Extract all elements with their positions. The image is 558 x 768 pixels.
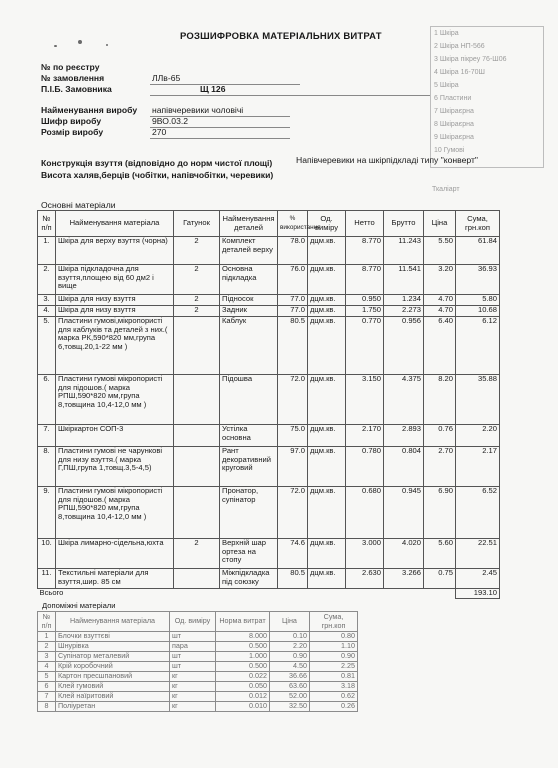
add-row-sum: 2.25 <box>310 662 358 672</box>
product-code-value: 9ВО.03.2 <box>152 116 189 126</box>
row-grade <box>174 569 220 589</box>
row-material: Шкіра лимарно-сідельна,юхта <box>56 539 174 569</box>
row-unit: дцм.кв. <box>308 539 346 569</box>
row-detail: Підошва <box>220 375 278 425</box>
row-grade: 2 <box>174 237 220 265</box>
row-sum: 10.68 <box>456 306 500 317</box>
ghost-row: 9 Шкіраєрна <box>434 134 474 141</box>
table-row <box>38 425 500 447</box>
add-col-name: Найменування матеріала <box>56 612 170 632</box>
size-underline <box>150 128 290 139</box>
add-row-sum: 0.80 <box>310 632 358 642</box>
add-row-unit: кг <box>170 672 216 682</box>
ghost-row: 6 Пластини <box>434 95 472 102</box>
row-number: 6. <box>38 375 56 425</box>
row-price: 4.70 <box>424 306 456 317</box>
add-row-norm: 0.022 <box>216 672 270 682</box>
row-sum: 6.12 <box>456 317 500 375</box>
ghost-row: 1 Шкіра <box>434 30 459 37</box>
row-grade: 2 <box>174 306 220 317</box>
row-net: 0.680 <box>346 487 384 539</box>
ghost-row: 3 Шкіра пікреу 76-Ш06 <box>434 56 507 63</box>
total-row <box>38 589 500 599</box>
add-row-number: 2 <box>38 642 56 652</box>
add-row-number: 3 <box>38 652 56 662</box>
row-unit: дцм.кв. <box>308 317 346 375</box>
row-grade: 2 <box>174 295 220 306</box>
product-name-label: Найменування виробу <box>41 105 138 115</box>
row-net: 0.770 <box>346 317 384 375</box>
ghost-row: 2 Шкіра НП-566 <box>434 43 485 50</box>
col-detail-name: Найменування деталей <box>220 211 278 237</box>
add-row-norm: 0.500 <box>216 662 270 672</box>
add-row-name: Шнурівка <box>56 642 170 652</box>
ghost-row: 10 Гумові <box>434 147 465 154</box>
table-row <box>38 487 500 539</box>
list-item <box>38 652 358 662</box>
list-item <box>38 692 358 702</box>
row-net: 3.000 <box>346 539 384 569</box>
add-row-name: Блочки взуттєві <box>56 632 170 642</box>
row-pct: 97.0 <box>278 447 308 487</box>
add-row-norm: 0.050 <box>216 682 270 692</box>
row-sum: 2.20 <box>456 425 500 447</box>
table-row <box>38 306 500 317</box>
row-pct: 72.0 <box>278 487 308 539</box>
row-detail: Рант декоративний круговий <box>220 447 278 487</box>
row-grade <box>174 487 220 539</box>
row-sum: 36.93 <box>456 265 500 295</box>
add-row-norm: 0.012 <box>216 692 270 702</box>
add-col-norm: Норма витрат <box>216 612 270 632</box>
ghost-footer: Ткаліарт <box>432 186 460 193</box>
list-item <box>38 632 358 642</box>
col-price: Ціна <box>424 211 456 237</box>
add-row-price: 52.00 <box>270 692 310 702</box>
row-gross: 2.893 <box>384 425 424 447</box>
row-pct: 76.0 <box>278 265 308 295</box>
row-grade <box>174 317 220 375</box>
col-sum: Сума, грн.коп <box>456 211 500 237</box>
ghost-row: 5 Шкіра <box>434 82 459 89</box>
add-row-unit: кг <box>170 692 216 702</box>
row-gross: 1.234 <box>384 295 424 306</box>
row-gross: 0.956 <box>384 317 424 375</box>
add-col-number: № п/п <box>38 612 56 632</box>
add-row-name: Супінатор металевий <box>56 652 170 662</box>
add-row-unit: кг <box>170 702 216 712</box>
add-row-sum: 0.81 <box>310 672 358 682</box>
row-gross: 3.266 <box>384 569 424 589</box>
row-pct: 77.0 <box>278 306 308 317</box>
row-price: 6.40 <box>424 317 456 375</box>
main-materials-label: Основні матеріали <box>41 200 116 210</box>
total-label: Всього <box>38 589 456 599</box>
row-net: 2.630 <box>346 569 384 589</box>
size-label: Розмір виробу <box>41 127 104 137</box>
scan-speck <box>54 45 57 47</box>
main-materials-table <box>37 210 500 599</box>
row-gross: 0.804 <box>384 447 424 487</box>
list-item <box>38 672 358 682</box>
product-name-value: напівчеревики чоловічі <box>152 105 244 115</box>
add-row-name: Клей гумовий <box>56 682 170 692</box>
row-gross: 4.375 <box>384 375 424 425</box>
add-row-norm: 0.010 <box>216 702 270 712</box>
row-number: 9. <box>38 487 56 539</box>
add-row-number: 8 <box>38 702 56 712</box>
add-row-price: 32.50 <box>270 702 310 712</box>
row-grade <box>174 375 220 425</box>
customer-value: Щ 126 <box>200 84 226 94</box>
row-number: 1. <box>38 237 56 265</box>
row-sum: 22.51 <box>456 539 500 569</box>
row-material: Пластини гумові,мікропористі для каблуків та деталей з них.( марка РК,590*820 мм,група 6,товщ.20,1-22 мм ) <box>56 317 174 375</box>
row-gross: 0.945 <box>384 487 424 539</box>
row-sum: 61.84 <box>456 237 500 265</box>
row-grade: 2 <box>174 539 220 569</box>
customer-underline <box>150 85 430 96</box>
col-usage-pct: % використання <box>278 211 308 237</box>
row-sum: 2.45 <box>456 569 500 589</box>
row-pct: 74.6 <box>278 539 308 569</box>
row-net: 2.170 <box>346 425 384 447</box>
row-price: 5.50 <box>424 237 456 265</box>
row-number: 5. <box>38 317 56 375</box>
add-row-norm: 8.000 <box>216 632 270 642</box>
row-grade <box>174 425 220 447</box>
add-row-sum: 3.18 <box>310 682 358 692</box>
scan-speck <box>78 40 82 44</box>
row-detail: Верхній шар ортеза на стопу <box>220 539 278 569</box>
additional-materials-label: Допоміжні матеріали <box>42 601 116 610</box>
registry-label: № по реєстру <box>41 62 100 72</box>
row-pct: 72.0 <box>278 375 308 425</box>
row-unit: дцм.кв. <box>308 295 346 306</box>
add-row-unit: шт <box>170 652 216 662</box>
row-gross: 2.273 <box>384 306 424 317</box>
document-title: РОЗШИФРОВКА МАТЕРІАЛЬНИХ ВИТРАТ <box>180 31 382 42</box>
table-row <box>38 295 500 306</box>
add-col-price: Ціна <box>270 612 310 632</box>
add-row-price: 0.90 <box>270 652 310 662</box>
list-item <box>38 642 358 652</box>
total-value: 193.10 <box>456 589 500 599</box>
row-number: 2. <box>38 265 56 295</box>
add-col-unit: Од. виміру <box>170 612 216 632</box>
row-sum: 2.17 <box>456 447 500 487</box>
row-number: 3. <box>38 295 56 306</box>
col-material-name: Найменування матеріала <box>56 211 174 237</box>
row-number: 4. <box>38 306 56 317</box>
row-material: Пластини гумові мікропористі для підошов.( марка РПШ,590*820 мм,група 8,товщина 10,4-12,0 мм ) <box>56 375 174 425</box>
row-detail: Міжпідкладка під союзку <box>220 569 278 589</box>
add-row-sum: 0.90 <box>310 652 358 662</box>
row-price: 8.20 <box>424 375 456 425</box>
row-net: 0.950 <box>346 295 384 306</box>
row-sum: 5.80 <box>456 295 500 306</box>
add-row-norm: 1.000 <box>216 652 270 662</box>
ghost-row: 7 Шкіраєрна <box>434 108 474 115</box>
row-detail: Основна підкладка <box>220 265 278 295</box>
row-grade: 2 <box>174 265 220 295</box>
row-sum: 6.52 <box>456 487 500 539</box>
row-pct: 75.0 <box>278 425 308 447</box>
list-item <box>38 702 358 712</box>
row-price: 5.60 <box>424 539 456 569</box>
row-unit: дцм.кв. <box>308 425 346 447</box>
row-number: 7. <box>38 425 56 447</box>
add-row-unit: шт <box>170 662 216 672</box>
table-row <box>38 447 500 487</box>
add-row-name: Крій коробочний <box>56 662 170 672</box>
row-unit: дцм.кв. <box>308 237 346 265</box>
col-net: Нетто <box>346 211 384 237</box>
add-row-number: 6 <box>38 682 56 692</box>
row-unit: дцм.кв. <box>308 375 346 425</box>
row-pct: 80.5 <box>278 569 308 589</box>
list-item <box>38 682 358 692</box>
row-detail: Каблук <box>220 317 278 375</box>
row-gross: 11.243 <box>384 237 424 265</box>
add-row-price: 0.10 <box>270 632 310 642</box>
row-pct: 78.0 <box>278 237 308 265</box>
row-material: Шкіркартон СОП-3 <box>56 425 174 447</box>
row-detail: Пронатор, супінатор <box>220 487 278 539</box>
table-row <box>38 539 500 569</box>
ghost-row: 8 Шкіраєрна <box>434 121 474 128</box>
row-unit: дцм.кв. <box>308 306 346 317</box>
row-detail: Задник <box>220 306 278 317</box>
add-row-name: Картон пресшпановий <box>56 672 170 682</box>
add-row-sum: 1.10 <box>310 642 358 652</box>
row-unit: дцм.кв. <box>308 569 346 589</box>
scan-speck <box>106 44 108 46</box>
row-price: 0.76 <box>424 425 456 447</box>
row-gross: 11.541 <box>384 265 424 295</box>
row-price: 3.20 <box>424 265 456 295</box>
row-material: Шкіра для низу взуття <box>56 295 174 306</box>
row-price: 2.70 <box>424 447 456 487</box>
row-price: 4.70 <box>424 295 456 306</box>
add-row-sum: 0.26 <box>310 702 358 712</box>
add-row-name: Клей наїритовий <box>56 692 170 702</box>
table-row <box>38 375 500 425</box>
table-row <box>38 265 500 295</box>
row-price: 0.75 <box>424 569 456 589</box>
table-row <box>38 237 500 265</box>
row-material: Пластини гумові мікропористі для підошов.( марка РПШ,590*820 мм,група 8,товщина 10,4-12,0 мм ) <box>56 487 174 539</box>
add-row-norm: 0.500 <box>216 642 270 652</box>
add-row-number: 5 <box>38 672 56 682</box>
col-gross: Брутто <box>384 211 424 237</box>
row-material: Шкіра для низу взуття <box>56 306 174 317</box>
row-net: 1.750 <box>346 306 384 317</box>
add-row-number: 7 <box>38 692 56 702</box>
row-detail: Комплект деталей верху <box>220 237 278 265</box>
row-price: 6.90 <box>424 487 456 539</box>
row-material: Шкіра підкладочна для взуття,площею від 60 дм2 і вище <box>56 265 174 295</box>
row-unit: дцм.кв. <box>308 447 346 487</box>
row-detail: Устілка основна <box>220 425 278 447</box>
row-number: 8. <box>38 447 56 487</box>
row-unit: дцм.кв. <box>308 265 346 295</box>
list-item <box>38 662 358 672</box>
ghost-row: 4 Шкіра 16-70Ш <box>434 69 485 76</box>
row-gross: 4.020 <box>384 539 424 569</box>
row-number: 10. <box>38 539 56 569</box>
construction-value: Напівчеревики на шкірпідкладі типу "конверт" <box>296 155 478 165</box>
height-label: Висота халяв,берців (чобітки, напівчобітки, черевики) <box>41 170 274 180</box>
product-code-label: Шифр виробу <box>41 116 102 126</box>
size-value: 270 <box>152 127 167 137</box>
row-net: 8.770 <box>346 265 384 295</box>
row-unit: дцм.кв. <box>308 487 346 539</box>
row-pct: 77.0 <box>278 295 308 306</box>
row-material: Пластини гумові не чарункові для низу взуття.( марка Г,ПШ,група 1,товщ.3,5-4,5) <box>56 447 174 487</box>
additional-materials-table <box>37 611 358 712</box>
col-number: № п/п <box>38 211 56 237</box>
add-row-number: 1 <box>38 632 56 642</box>
table-row <box>38 569 500 589</box>
row-sum: 35.88 <box>456 375 500 425</box>
row-number: 11. <box>38 569 56 589</box>
add-row-number: 4 <box>38 662 56 672</box>
order-label: № замовлення <box>41 73 105 83</box>
add-row-price: 63.60 <box>270 682 310 692</box>
add-row-unit: пара <box>170 642 216 652</box>
add-row-unit: шт <box>170 632 216 642</box>
add-row-sum: 0.62 <box>310 692 358 702</box>
row-pct: 80.5 <box>278 317 308 375</box>
add-row-price: 2.20 <box>270 642 310 652</box>
row-net: 8.770 <box>346 237 384 265</box>
add-row-name: Поліуретан <box>56 702 170 712</box>
row-material: Шкіра для верху взуття (чорна) <box>56 237 174 265</box>
row-net: 0.780 <box>346 447 384 487</box>
construction-label: Конструкція взуття (відповідно до норм чистої площі) <box>41 158 273 168</box>
add-row-price: 4.50 <box>270 662 310 672</box>
row-material: Текстильні матеріали для взуття,шир. 85 см <box>56 569 174 589</box>
add-col-sum: Сума, грн.коп <box>310 612 358 632</box>
row-grade <box>174 447 220 487</box>
order-value: ЛЛв-65 <box>152 73 181 83</box>
add-row-unit: кг <box>170 682 216 692</box>
add-row-price: 36.66 <box>270 672 310 682</box>
customer-label: П.І.Б. Замовника <box>41 84 112 94</box>
table-row <box>38 317 500 375</box>
row-detail: Підносок <box>220 295 278 306</box>
row-net: 3.150 <box>346 375 384 425</box>
col-grade: Гатунок <box>174 211 220 237</box>
col-unit: Од. виміру <box>308 211 346 237</box>
